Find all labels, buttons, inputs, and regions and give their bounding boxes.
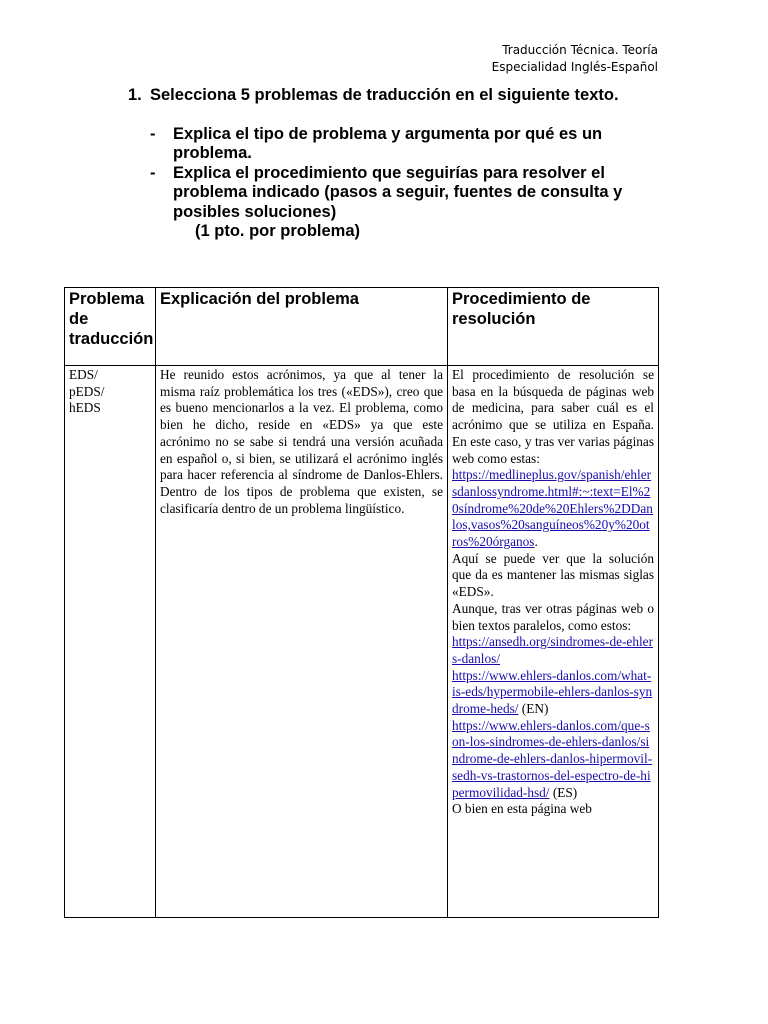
- problem-term: pEDS/: [69, 383, 105, 399]
- ansedh-link[interactable]: https://ansedh.org/sindromes-de-ehlers-danlos/: [452, 634, 654, 666]
- ehlers-danlos-en-link[interactable]: https://www.ehlers-danlos.com/what-is-eds/hypermobile-ehlers-danlos-syndrome-heds/: [452, 667, 653, 717]
- header-course: Traducción Técnica. Teoría: [502, 43, 658, 57]
- table-header-row: [65, 288, 659, 366]
- header-explanation: Explicación del problema: [156, 288, 448, 366]
- instruction-item: [150, 164, 668, 223]
- instruction-text: Explica el procedimiento que seguirías para resolver el problema indicado (pasos a seguir, fuentes de consulta y posibles soluciones): [173, 163, 623, 221]
- resolution-text: Aquí se puede ver que la solución que da es mantener las mismas siglas «EDS».: [452, 550, 654, 600]
- question-text: Selecciona 5 problemas de traducción en el siguiente texto.: [150, 86, 619, 104]
- page-header: [492, 42, 658, 76]
- header-resolution: Procedimiento de resolución: [448, 288, 659, 366]
- points-note: (1 pto. por problema): [195, 222, 360, 240]
- table-row: [65, 366, 659, 918]
- question-number: 1.: [128, 86, 142, 104]
- language-tag: (ES): [552, 784, 578, 800]
- instruction-list: [128, 125, 668, 242]
- problem-term: EDS/: [69, 367, 98, 382]
- resolution-cell: [448, 366, 659, 918]
- problem-cell: [65, 366, 156, 918]
- question-block: [128, 86, 668, 242]
- problems-table: [64, 287, 659, 918]
- resolution-text: Aunque, tras ver otras páginas web o bien textos paralelos, como estos:: [452, 600, 654, 633]
- language-tag: (EN): [521, 701, 549, 717]
- resolution-content: [452, 367, 654, 917]
- instruction-item: [150, 125, 668, 164]
- ehlers-danlos-es-link[interactable]: https://www.ehlers-danlos.com/que-son-los-sindromes-de-ehlers-danlos/sindrome-de-ehlers-danlos-hipermovil-sedh-vs-trastornos-del-espectro-de-hipermovilidad-hsd/: [452, 717, 653, 800]
- header-problem: Problema de traducción: [65, 288, 156, 366]
- instruction-text: Explica el tipo de problema y argumenta por qué es un problema.: [173, 124, 603, 162]
- resolution-text: O bien en esta página web: [452, 801, 592, 817]
- bullet-mark: -: [150, 124, 156, 143]
- header-specialty: Especialidad Inglés-Español: [491, 60, 658, 74]
- bullet-mark: -: [150, 163, 156, 182]
- problem-term: hEDS: [69, 400, 101, 416]
- explanation-cell: He reunido estos acrónimos, ya que al tener la misma raíz problemática los tres («EDS»), creo que es bueno mencionarlos a la vez. El problema, como bien he dicho, reside en «EDS» ya que este acrónimo no se sabe si tendrá una versión acuñada en español o, si bien, se utilizará el acrónimo inglés para hacer referencia al síndrome de Danlos-Ehlers. Dentro de los tipos de problema que existen, se clasificaría dentro de un problema lingüístico.: [156, 366, 448, 918]
- resolution-intro: El procedimiento de resolución se basa en la búsqueda de páginas web de medicina, para saber cuál es el acrónimo que se utiliza en España. En este caso, y tras ver varias páginas web como estas:: [452, 367, 654, 466]
- medlineplus-link[interactable]: https://medlineplus.gov/spanish/ehlersdanlossyndrome.html#:~:text=El%20síndrome%20de%20Ehlers%2DDanlos,vasos%20sanguíneos%20y%20otros%20órganos: [452, 467, 653, 550]
- link-period: .: [534, 534, 538, 550]
